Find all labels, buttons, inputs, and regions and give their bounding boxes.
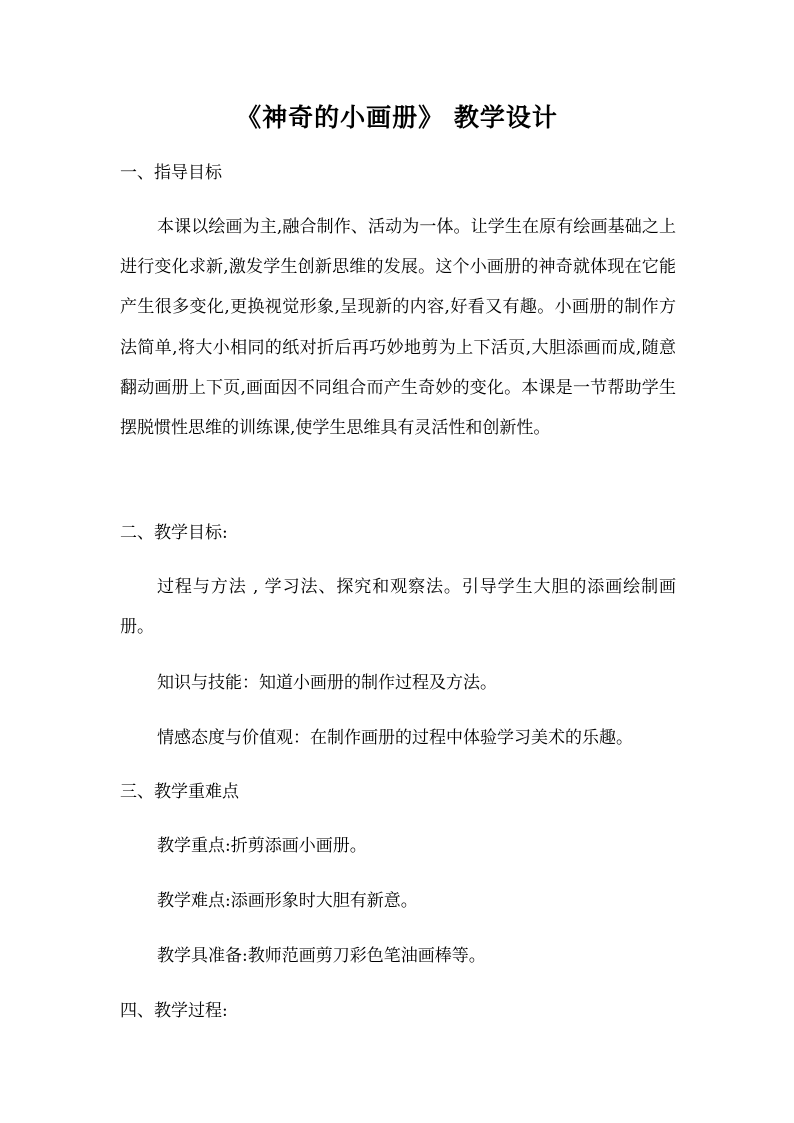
materials-line: 教学具准备:教师范画剪刀彩色笔油画棒等。 — [157, 946, 486, 966]
document-title: 《神奇的小画册》 教学设计 — [236, 103, 558, 132]
section-heading-teaching-process: 四、教学过程: — [120, 1001, 228, 1021]
section-heading-guidance-goals: 一、指导目标 — [120, 163, 222, 183]
section-heading-teaching-goals: 二、教学目标: — [120, 523, 228, 543]
difficult-point-line: 教学难点:添画形象时大胆有新意。 — [157, 891, 418, 911]
section-heading-key-difficult-points: 三、教学重难点 — [120, 782, 239, 802]
key-point-line: 教学重点:折剪添画小画册。 — [157, 836, 367, 856]
knowledge-skills-line: 知识与技能：知道小画册的制作过程及方法。 — [157, 673, 497, 693]
emotion-values-line: 情感态度与价值观：在制作画册的过程中体验学习美术的乐趣。 — [157, 728, 633, 748]
guidance-goals-paragraph: 本课以绘画为主,融合制作、活动为一体。让学生在原有绘画基础之上进行变化求新,激发学生创新思维的发展。这个小画册的神奇就体现在它能产生很多变化,更换视觉形象,呈现新的内容,好看又有趣。小画册的制作方法简单,将大小相同的纸对折后再巧妙地剪为上下活页,大胆添画而成,随意翻动画册上下页,画面因不同组合而产生奇妙的变化。本课是一节帮助学生摆脱惯性思维的训练课,使学生思维具有灵活性和创新性。 — [120, 217, 676, 439]
process-method-paragraph: 过程与方法 , 学习法、探究和观察法。引导学生大胆的添画绘制画册。 — [120, 577, 676, 638]
